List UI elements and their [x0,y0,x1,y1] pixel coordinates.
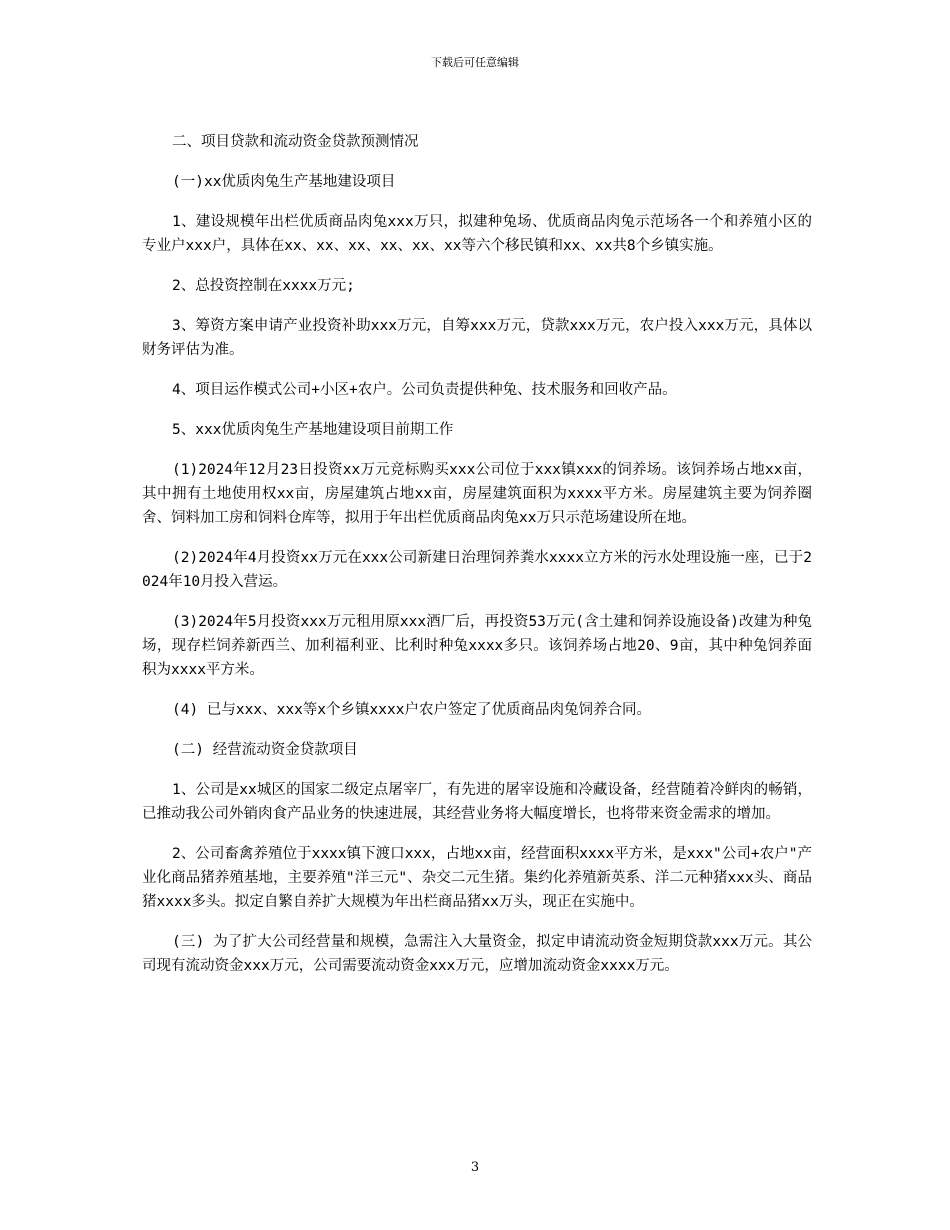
subsection-heading-1: (一)xx优质肉兔生产基地建设项目 [172,174,396,190]
paragraph-sub-2: (2)2024年4月投资xx万元在xxx公司新建日治理饲养粪水xxxx立方米的污水处理设施一座，已于2024年10月投入营运。 [142,550,812,590]
paragraph-item-4: 4、项目运作模式公司+小区+农户。公司负责提供种兔、技术服务和回收产品。 [172,382,677,398]
paragraph-sub-3: (3)2024年5月投资xxx万元租用原xxx酒厂后，再投资53万元(含土建和饲养设施设备)改建为种兔场，现存栏饲养新西兰、加利福利亚、比利时种兔xxxx多只。该饲养场占地20、9亩，其中种兔饲养面积为xxxx平方米。 [142,614,812,678]
paragraph-company-2: 2、公司畜禽养殖位于xxxx镇下渡口xxx，占地xx亩，经营面积xxxx平方米，是xxx"公司+农户"产业化商品猪养殖基地，主要养殖"洋三元"、杂交二元生猪。集约化养殖新英系、洋二元种猪xxx头、商品猪xxxx多头。拟定自繁自养扩大规模为年出栏商品猪xx万头，现正在实施中。 [142,846,812,910]
paragraph-item-2: 2、总投资控制在xxxx万元; [172,278,355,294]
subsection-paragraph-3: (三) 为了扩大公司经营量和规模，急需注入大量资金，拟定申请流动资金短期贷款xxx万元。其公司现有流动资金xxx万元，公司需要流动资金xxx万元，应增加流动资金xxxx万元。 [142,934,812,974]
section-heading-2: 二、项目贷款和流动资金贷款预测情况 [172,134,419,150]
document-body [142,130,812,994]
paragraph-sub-1: (1)2024年12月23日投资xx万元竞标购买xxx公司位于xxx镇xxx的饲养场。该饲养场占地xx亩，其中拥有土地使用权xx亩，房屋建筑占地xx亩，房屋建筑面积为xxxx平方米。房屋建筑主要为饲养圈舍、饲料加工房和饲料仓库等，拟用于年出栏优质商品肉兔xx万只示范场建设所在地。 [142,462,812,526]
page-header: 下载后可任意编辑 [431,56,519,69]
paragraph-sub-4: (4) 已与xxx、xxx等x个乡镇xxxx户农户签定了优质商品肉兔饲养合同。 [172,702,651,718]
subsection-heading-2: (二) 经营流动资金贷款项目 [172,742,358,758]
page-number: 3 [470,1160,480,1175]
paragraph-item-1: 1、建设规模年出栏优质商品肉兔xxx万只，拟建种兔场、优质商品肉兔示范场各一个和养殖小区的专业户xxx户，具体在xx、xx、xx、xx、xx、xx等六个移民镇和xx、xx共8个乡镇实施。 [142,214,812,254]
paragraph-item-5: 5、xxx优质肉兔生产基地建设项目前期工作 [172,422,454,438]
paragraph-item-3: 3、筹资方案申请产业投资补助xxx万元，自筹xxx万元，贷款xxx万元，农户投入xxx万元，具体以财务评估为准。 [142,318,812,358]
paragraph-company-1: 1、公司是xx城区的国家二级定点屠宰厂，有先进的屠宰设施和冷藏设备，经营随着冷鲜肉的畅销，已推动我公司外销肉食产品业务的快速进展，其经营业务将大幅度增长，也将带来资金需求的增加。 [142,782,812,822]
